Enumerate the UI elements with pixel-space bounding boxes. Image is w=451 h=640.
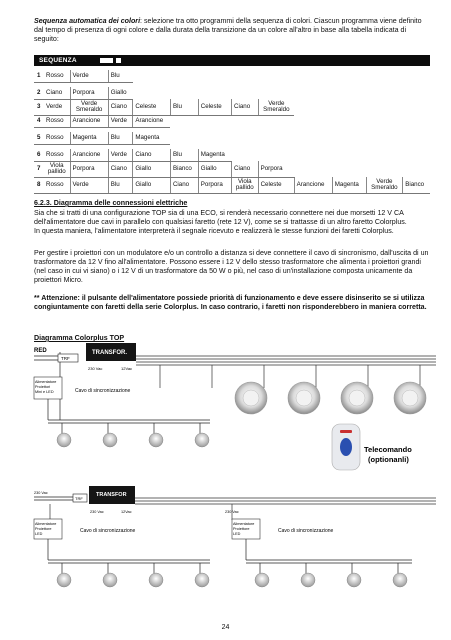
sequence-color-cell: Magenta bbox=[198, 149, 231, 161]
sequence-number: 3 bbox=[34, 99, 44, 115]
sequence-color-cell: Bianco bbox=[403, 177, 430, 193]
sequence-color-cell: Bianco bbox=[170, 161, 198, 177]
sequence-color-cell: Verde bbox=[44, 99, 70, 115]
voltage-230-label: 230 Vac bbox=[88, 366, 103, 371]
sequence-color-cell: Verde bbox=[108, 149, 133, 161]
sequence-color-cell: Ciano bbox=[133, 149, 171, 161]
sequence-number: 4 bbox=[34, 115, 44, 127]
sequence-color-cell: Giallo bbox=[133, 161, 171, 177]
sequence-color-cell: Rosso bbox=[44, 149, 70, 161]
sequence-color-cell: Verde Smeraldo bbox=[366, 177, 403, 193]
sequence-color-cell: Magenta bbox=[332, 177, 366, 193]
psb-line2: Proiettore bbox=[233, 527, 250, 531]
small-lamp-icon bbox=[149, 573, 163, 587]
voltage-230-label-b: 230 Vac bbox=[34, 491, 48, 495]
small-lamp-icon bbox=[103, 573, 117, 587]
sequence-color-cell: Celeste bbox=[258, 177, 294, 193]
sequence-color-cell: Blu bbox=[170, 99, 198, 115]
sequence-color-cell: Giallo bbox=[133, 177, 171, 193]
intro-title: Sequenza automatica dei colori bbox=[34, 17, 141, 25]
sequence-color-cell: Ciano bbox=[44, 87, 70, 99]
sequence-color-cell: Porpora bbox=[70, 87, 108, 99]
section-heading: 6.2.3. Diagramma delle connessioni elettriche bbox=[34, 199, 188, 207]
sequence-number: 8 bbox=[34, 177, 44, 193]
sequence-color-cell: Verde bbox=[70, 70, 108, 82]
sequence-color-cell: Verde bbox=[108, 115, 133, 127]
small-lamp-icon bbox=[195, 433, 209, 447]
small-lamp-icon bbox=[149, 433, 163, 447]
sequence-color-cell: Blu bbox=[108, 70, 133, 82]
sequence-color-cell: Viola pallido bbox=[44, 161, 70, 177]
diagram-title: Diagramma Colorplus TOP bbox=[34, 334, 125, 342]
sequence-number: 2 bbox=[34, 87, 44, 99]
sequence-color-cell: Ciano bbox=[108, 161, 133, 177]
ps1-line2: Proiettori bbox=[35, 385, 51, 389]
sequence-color-cell: Rosso bbox=[44, 132, 70, 144]
sequence-color-cell: Arancione bbox=[70, 149, 108, 161]
ps1-line3: Mini e LED bbox=[35, 390, 54, 394]
paragraph-1b: In questa maniera, l'alimentatore interpreterà il segnale ricevuto e realizzerà le stesse funzioni dei faretti Colorplus. bbox=[34, 226, 394, 235]
voltage-230-label-c: 230 Vac bbox=[90, 510, 104, 514]
psa-line2: Proiettore bbox=[35, 527, 52, 531]
small-lamp-icon bbox=[347, 573, 361, 587]
sequence-color-cell: Blu bbox=[170, 149, 198, 161]
paragraph-2: Per gestire i proiettori con un modulatore e/o un controllo a distanza si deve connettere il cavo di sincronismo, dall'uscita di un trasformatore da 12 V fino all'alimentatore. Possono essere i 12 V dello stesso trasformatore che alimenta i proiettori grandi (nel caso in cui vi siano) o i 12 V di un trasformatore da 50 W o più, nel caso di un'installazione composta unicamente da proiettori Micro. bbox=[34, 249, 429, 284]
sequence-color-cell: Celeste bbox=[198, 99, 231, 115]
sequence-color-cell: Verde Smeraldo bbox=[70, 99, 108, 115]
psb-line3: LED bbox=[233, 532, 241, 536]
psa-line1: Alimentatore bbox=[35, 522, 57, 526]
remote-control-icon bbox=[332, 424, 360, 470]
sequence-color-cell: Verde bbox=[70, 177, 108, 193]
sync-cable-label-1: Cavo di sincronizzazione bbox=[75, 388, 131, 394]
sequence-color-cell: Giallo bbox=[108, 87, 133, 99]
trf-label-2: TRF bbox=[75, 496, 83, 501]
sequence-number: 7 bbox=[34, 161, 44, 177]
intro-text: : selezione tra otto programmi della sequenza di colori. Ciascun programma viene definito dal tempo di presenza di ogni colore e dalla durata della transizione da un colore all'altro in base alla tabella indicata di seguito: bbox=[34, 17, 422, 43]
sequence-color-cell: Verde Smeraldo bbox=[258, 99, 294, 115]
psa-line3: LED bbox=[35, 532, 43, 536]
power-bus-lines bbox=[136, 356, 436, 388]
page-number: 24 bbox=[221, 624, 230, 631]
small-lamp-icon bbox=[255, 573, 269, 587]
sequence-color-cell: Rosso bbox=[44, 115, 70, 127]
sequence-color-cell: Rosso bbox=[44, 177, 70, 193]
paragraph-warning: ** Attenzione: il pulsante dell'alimentatore possiede priorità di funzionamento e deve essere disinserito se si utilizza congiuntamente con faretti della serie Colorplus. In caso contrario, i faretti non risponderebbero in maniera corretta. bbox=[34, 294, 427, 311]
small-lamp-icon bbox=[195, 573, 209, 587]
remote-label: Telecomando bbox=[364, 445, 412, 454]
ps1-line1: Alimentatore bbox=[35, 380, 57, 384]
sequence-color-cell: Blu bbox=[108, 177, 133, 193]
remote-optional-label: (optionanli) bbox=[368, 455, 409, 464]
small-lamp-icon bbox=[103, 433, 117, 447]
sequence-color-cell: Porpora bbox=[258, 161, 294, 177]
sequence-color-cell: Ciano bbox=[231, 99, 258, 115]
sequence-color-cell: Porpora bbox=[70, 161, 108, 177]
sequence-color-cell: Viola pallido bbox=[231, 177, 258, 193]
sync-cable-label-2: Cavo di sincronizzazione bbox=[80, 528, 136, 534]
small-lamps-bottom bbox=[57, 573, 407, 587]
sequence-color-cell: Magenta bbox=[70, 132, 108, 144]
led-wiring-bottom bbox=[48, 539, 412, 574]
sequence-color-cell: Rosso bbox=[44, 70, 70, 82]
sequence-color-cell: Ciano bbox=[108, 99, 133, 115]
sequence-color-cell: Ciano bbox=[170, 177, 198, 193]
sequence-color-cell: Blu bbox=[108, 132, 133, 144]
voltage-12-label: 12Vac bbox=[121, 366, 133, 371]
small-lamps-top bbox=[57, 433, 209, 447]
paragraph-1a: Sia che si tratti di una configurazione TOP sia di una ECO, si renderà necessario connettere nei due morsetti 12 V CA dell'alimentatore due cavi in parallelo con qualsiasi faretto (rete 12 V), come se si trattasse di un altro faretto Colorplus. bbox=[34, 209, 407, 226]
voltage-230-label-d: 230 Vac bbox=[225, 510, 239, 514]
sequence-color-cell: Porpora bbox=[198, 177, 231, 193]
sequence-color-cell: Arancione bbox=[70, 115, 108, 127]
small-lamp-icon bbox=[301, 573, 315, 587]
sequence-color-cell: Ciano bbox=[231, 161, 258, 177]
transformer-1-label: TRANSFOR. bbox=[92, 350, 127, 356]
led-wiring-top bbox=[48, 399, 210, 434]
red-label: RED bbox=[34, 348, 47, 354]
sequence-color-cell: Celeste bbox=[133, 99, 171, 115]
small-lamp-icon bbox=[57, 573, 71, 587]
small-lamp-icon bbox=[393, 573, 407, 587]
sequence-header-label: SEQUENZA bbox=[39, 57, 77, 64]
psb-line1: Alimentatore bbox=[233, 522, 255, 526]
small-lamp-icon bbox=[57, 433, 71, 447]
sequence-color-cell: Arancione bbox=[294, 177, 332, 193]
sequence-color-cell: Magenta bbox=[133, 132, 171, 144]
sequence-number: 6 bbox=[34, 149, 44, 161]
sequence-number: 1 bbox=[34, 70, 44, 82]
sequence-color-cell: Arancione bbox=[133, 115, 171, 127]
voltage-12-label-b: 12Vac bbox=[121, 510, 132, 514]
trf-label: TRF bbox=[61, 356, 70, 361]
transformer-2-label: TRANSFOR bbox=[96, 492, 127, 498]
sequence-number: 5 bbox=[34, 132, 44, 144]
sequence-color-cell: Giallo bbox=[198, 161, 231, 177]
sync-cable-label-3: Cavo di sincronizzazione bbox=[278, 528, 334, 534]
